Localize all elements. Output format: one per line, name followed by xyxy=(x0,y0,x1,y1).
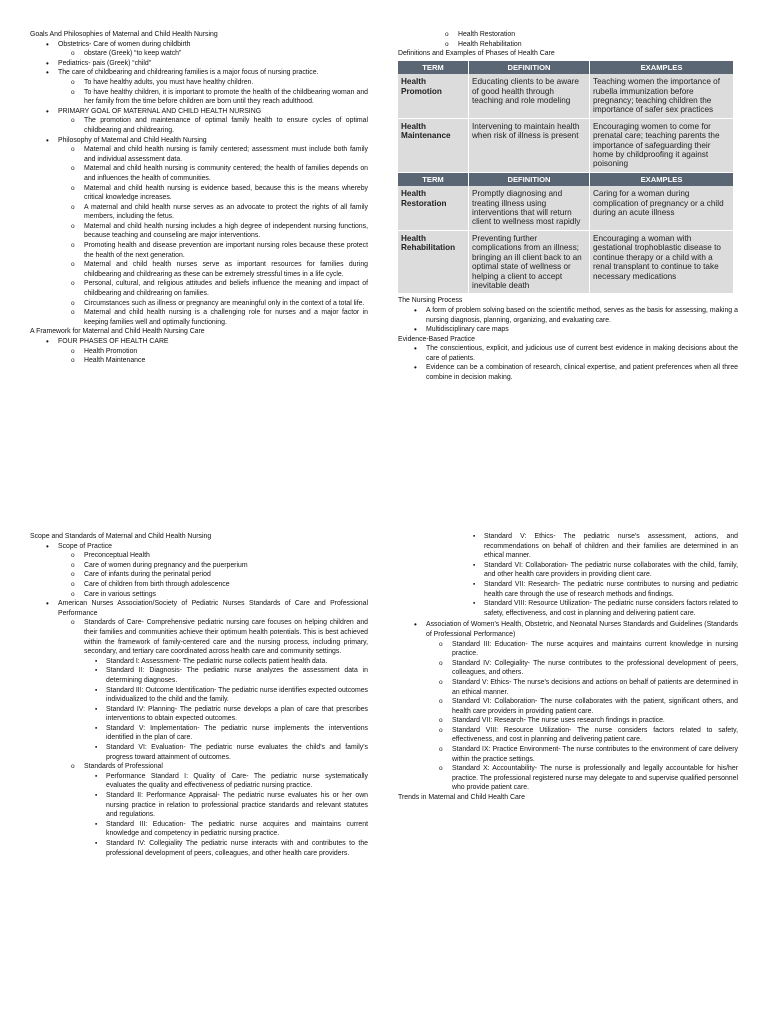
philosophy-point: o Promoting health and disease prevention are important nursing roles because these protect the health of the next generation. xyxy=(84,241,368,260)
standard-item: ▪ Standard VI: Evaluation- The pediatric nurse evaluates the child's and family's progress toward attainment of outcomes. xyxy=(106,743,368,762)
ebp-item: • The conscientious, explicit, and judicious use of current best evidence in making decisions about the care of patients. xyxy=(426,344,738,363)
nursing-process-heading: The Nursing Process xyxy=(398,297,463,305)
scope-point: o Care of children from birth through adolescence xyxy=(84,580,368,590)
page2-left-column xyxy=(30,532,368,858)
table-row: Health Maintenance Intervening to maintain health when risk of illness is present Encouraging women to come for prenatal care; teaching parents the importance of safeguarding their home by childproofing it against poisoning xyxy=(398,118,734,172)
table-row: Health Rehabilitation Preventing further complications from an illness; bringing an ill client back to an optimal state of wellness or helping a client to accept inevitable death Encouraging a woman with gestational trophoblastic disease to continue therapy or a child with a renal transplant to continue to take necessary medications xyxy=(398,230,734,293)
standard-item: ▪ Performance Standard I: Quality of Care- The pediatric nurse systematically evaluates the quality and effectiveness of pediatric nursing practice. xyxy=(106,772,368,791)
table-header: EXAMPLES xyxy=(590,61,734,74)
philosophy-point: o Maternal and child health nursing includes a high degree of independent nursing functions, because teaching and counseling are major interventions. xyxy=(84,222,368,241)
pediatrics-item: • Pediatrics- pais (Greek) “child” xyxy=(58,59,368,69)
table-header: TERM xyxy=(398,172,469,186)
standards-prof-item: o Standards of Professional ▪ Performance Standard I: Quality of Care- The pediatric nurse systematically evaluates the quality and effectiveness of pediatric nursing practice. ▪ Standard II: Performance Appraisal- The pediatric nurse evaluates his or her own nursing practice in relation to professional practice standards and relevant statutes and regulations. ▪ Standard III: Education- The pediatric nurse acquires and maintains current knowledge and competency in pediatric nursing practice. ▪ Standard IV: Collegiality The pediatric nurse interacts with and contributes to the professional development of peers, colleagues, and other health care providers. xyxy=(84,762,368,858)
ebp-item: • Evidence can be a combination of research, clinical expertise, and patient preferences when all three combine in decision making. xyxy=(426,363,738,382)
philosophy-point: o Maternal and child health nursing is community centered; the health of families depends on and influences the health of communities. xyxy=(84,164,368,183)
standard-item: ▪ Standard I: Assessment- The pediatric nurse collects patient health data. xyxy=(106,657,368,667)
page1-right-column xyxy=(398,30,738,383)
scope-point: o Care of infants during the perinatal period xyxy=(84,570,368,580)
standard-item: ▪ Standard IV: Collegiality The pediatric nurse interacts with and contributes to the professional development of peers, colleagues, and other health care providers. xyxy=(106,839,368,858)
standard-item: ▪ Standard V: Implementation- The pediatric nurse implements the interventions identified in the plan of care. xyxy=(106,724,368,743)
page2-right-column xyxy=(398,532,738,803)
philosophy-item: • Philosophy of Maternal and Child Health Nursing o Maternal and child health nursing is family centered; assessment must include both family and individual assessment data. o Maternal and child health nursing is community centered; the health of families depends on and influences the health of communities. o Maternal and child health nursing is evidence based, because this is the means whereby critical knowledge increases. o A maternal and child health nurse serves as an advocate to protect the rights of all family members, including the fetus. o Maternal and child health nursing includes a high degree of independent nursing functions, because teaching and counseling are major interventions. o Promoting health and disease prevention are important nursing roles because these protect the health of the next generation. o Maternal and child health nurses serve as important resources for families during childbearing and childrearing as these can be extremely stressful times in a life cycle. o Personal, cultural, and religious attitudes and beliefs influence the meaning and impact of childbearing and childrearing on families. o Circumstances such as illness or pregnancy are meaningful only in the context of a total life. o Maternal and child health nursing is a challenging role for nurses and a major factor in keeping families well and optimally functioning. xyxy=(58,136,368,328)
obstare-item: o obstare (Greek) “to keep watch” xyxy=(84,49,368,59)
standard-item: ▪ Standard II: Performance Appraisal- The pediatric nurse evaluates his or her own nursing practice in relation to professional practice standards and relevant statutes and regulations. xyxy=(106,791,368,820)
philosophy-point: o Maternal and child health nursing is family centered; assessment must include both family and individual assessment data. xyxy=(84,145,368,164)
goals-heading: Goals And Philosophies of Maternal and Child Health Nursing xyxy=(30,31,218,38)
philosophy-point: o Maternal and child health nurses serve as important resources for families during childbearing and childrearing as these can be extremely stressful times in a life cycle. xyxy=(84,260,368,279)
awhonn-standard: o Standard IX: Practice Environment- The nurse contributes to the environment of care delivery within the practice settings. xyxy=(452,745,738,764)
standard-item: ▪ Standard V: Ethics- The pediatric nurse's assessment, actions, and recommendations on behalf of children and their families are determined in an ethical manner. xyxy=(484,532,738,561)
standards-care-item: o Standards of Care- Comprehensive pediatric nursing care focuses on helping children and their families and communities achieve their optimum health potentials. This is best achieved within the framework of family-centered care and the nursing process, including primary, secondary, and tertiary care coordinated across health care and community settings. ▪ Standard I: Assessment- The pediatric nurse collects patient health data. ▪ Standard II: Diagnosis- The pediatric nurse analyzes the assessment data in determining diagnoses. ▪ Standard III: Outcome Identification- The pediatric nurse identifies expected outcomes individualized to the child and the family. ▪ Standard IV: Planning- The pediatric nurse develops a plan of care that prescribes interventions to obtain expected outcomes. ▪ Standard V: Implementation- The pediatric nurse implements the interventions identified in the plan of care. ▪ Standard VI: Evaluation- The pediatric nurse evaluates the child's and family's progress toward attainment of outcomes. xyxy=(84,618,368,762)
awhonn-standard: o Standard IV: Collegiality- The nurse contributes to the professional development of peers, colleagues, and others. xyxy=(452,659,738,678)
healthy-adults-item: o To have healthy adults, you must have healthy children. xyxy=(84,78,368,88)
phase-item: o Health Rehabilitation xyxy=(458,40,738,50)
scope-point: o Care in various settings xyxy=(84,590,368,600)
awhonn-standard: o Standard V: Ethics- The nurse's decisions and actions on behalf of patients are determined in an ethical manner. xyxy=(452,678,738,697)
awhonn-standard: o Standard X: Accountability- The nurse is professionally and legally accountable for his/her practice. The professional registered nurse may delegate to and supervise qualified personnel who provide patient care. xyxy=(452,764,738,793)
care-focus-item: • The care of childbearing and childrearing families is a major focus of nursing practice. o To have healthy adults, you must have healthy children. o To have healthy children, it is important to promote the health of the childbearing woman and her family from the time before children are born until they reach adulthood. xyxy=(58,68,368,106)
primary-goal-text: o The promotion and maintenance of optimal family health to ensure cycles of optimal childbearing and childrearing. xyxy=(84,116,368,135)
phase-item: o Health Maintenance xyxy=(84,356,368,366)
awhonn-standard: o Standard VIII: Resource Utilization- The nurse considers factors related to safety, effectiveness, and cost in planning and delivering patient care. xyxy=(452,726,738,745)
standard-item: ▪ Standard III: Outcome Identification- The pediatric nurse identifies expected outcomes individualized to the child and the family. xyxy=(106,686,368,705)
table-header: TERM xyxy=(398,61,469,74)
trends-heading: Trends in Maternal and Child Health Care xyxy=(398,794,525,802)
np-item: • Multidisciplinary care maps xyxy=(426,325,738,335)
page1-left-column xyxy=(30,30,368,366)
standard-item: ▪ Standard VI: Collaboration- The pediatric nurse collaborates with the child, family, and other health care providers in providing client care. xyxy=(484,561,738,580)
philosophy-point: o Circumstances such as illness or pregnancy are meaningful only in the context of a total life. xyxy=(84,299,368,309)
ana-item: • American Nurses Association/Society of Pediatric Nurses Standards of Care and Professional Performance o Standards of Care- Comprehensive pediatric nursing care focuses on helping children and their families and communities achieve their optimum health potentials. This is best achieved within the framework of family-centered care and the nursing process, including primary, secondary, and tertiary care coordinated across health care and community settings. ▪ Standard I: Assessment- The pediatric nurse collects patient health data. ▪ Standard II: Diagnosis- The pediatric nurse analyzes the assessment data in determining diagnoses. ▪ Standard III: Outcome Identification- The pediatric nurse identifies expected outcomes individualized to the child and the family. ▪ Standard IV: Planning- The pediatric nurse develops a plan of care that prescribes interventions to obtain expected outcomes. ▪ Standard V: Implementation- The pediatric nurse implements the interventions identified in the plan of care. ▪ Standard VI: Evaluation- The pediatric nurse evaluates the child's and family's progress toward attainment of outcomes. o Standards of Professional ▪ Performance Standard I: Quality of Care- The pediatric nurse systematically evaluates the quality and effectiveness of pediatric nursing practice. ▪ Standard II: Performance Appraisal- The pediatric nurse evaluates his or her own nursing practice in relation to professional practice standards and relevant statutes and regulations. ▪ Standard III: Education- The pediatric nurse acquires and maintains current knowledge and competency in pediatric nursing practice. ▪ Standard IV: Collegiality The pediatric nurse interacts with and contributes to the professional development of peers, colleagues, and other health care providers. xyxy=(58,599,368,858)
table-header: EXAMPLES xyxy=(590,172,734,186)
standard-item: ▪ Standard VIII: Resource Utilization- The pediatric nurse considers factors related to safety, effectiveness, and cost in planning and delivering patient care. xyxy=(484,599,738,618)
framework-heading: A Framework for Maternal and Child Health Nursing Care xyxy=(30,328,205,336)
table-row: Health Promotion Educating clients to be aware of good health through teaching and role modeling Teaching women the importance of rubella immunization before pregnancy; teaching children the importance of safer sex practices xyxy=(398,74,734,118)
scope-point: o Care of women during pregnancy and the puerperium xyxy=(84,561,368,571)
table-title: Definitions and Examples of Phases of Health Care xyxy=(398,50,555,58)
philosophy-point: o Maternal and child health nursing is a challenging role for nurses and a major factor in keeping families well and optimally functioning. xyxy=(84,308,368,327)
awhonn-standard: o Standard VI: Collaboration- The nurse collaborates with the patient, significant others, and health care providers in providing patient care. xyxy=(452,697,738,716)
phases-table xyxy=(398,61,734,295)
scope-point: o Preconceptual Health xyxy=(84,551,368,561)
awhonn-standard: o Standard III: Education- The nurse acquires and maintains current knowledge in nursing practice. xyxy=(452,640,738,659)
scope-item: • Scope of Practice o Preconceptual Health o Care of women during pregnancy and the puerperium o Care of infants during the perinatal period o Care of children from birth through adolescence o Care in various settings xyxy=(58,542,368,600)
table-row: Health Restoration Promptly diagnosing and treating illness using interventions that will return client to wellness most rapidly Caring for a woman during complication of pregnancy or a child during an acute illness xyxy=(398,186,734,230)
ebp-heading: Evidence-Based Practice xyxy=(398,335,475,343)
philosophy-point: o Personal, cultural, and religious attitudes and beliefs influence the meaning and impact of childbearing and childrearing on families. xyxy=(84,279,368,298)
table-header: DEFINITION xyxy=(469,172,590,186)
philosophy-point: o A maternal and child health nurse serves as an advocate to protect the rights of all family members, including the fetus. xyxy=(84,203,368,222)
four-phases-item: • FOUR PHASES OF HEALTH CARE o Health Promotion o Health Maintenance xyxy=(58,337,368,366)
primary-goal-item: • PRIMARY GOAL OF MATERNAL AND CHILD HEALTH NURSING o The promotion and maintenance of optimal family health to ensure cycles of optimal childbearing and childrearing. xyxy=(58,107,368,136)
phase-item: o Health Restoration xyxy=(458,30,738,40)
standard-item: ▪ Standard III: Education- The pediatric nurse acquires and maintains current knowledge and competency in pediatric nursing practice. xyxy=(106,820,368,839)
phase-item: o Health Promotion xyxy=(84,347,368,357)
standard-item: ▪ Standard VII: Research- The pediatric nurse contributes to nursing and pediatric health care through the use of research methods and findings. xyxy=(484,580,738,599)
obstetrics-item: • Obstetrics- Care of women during childbirth o obstare (Greek) “to keep watch” xyxy=(58,40,368,59)
table-header: DEFINITION xyxy=(469,61,590,74)
healthy-children-item: o To have healthy children, it is important to promote the health of the childbearing woman and her family from the time before children are born until they reach adulthood. xyxy=(84,88,368,107)
scope-heading: Scope and Standards of Maternal and Child Health Nursing xyxy=(30,533,212,540)
standard-item: ▪ Standard II: Diagnosis- The pediatric nurse analyzes the assessment data in determining diagnoses. xyxy=(106,666,368,685)
np-item: • A form of problem solving based on the scientific method, serves as the basis for assessing, making a nursing diagnosis, planning, organizing, and evaluating care. xyxy=(426,306,738,325)
awhonn-item: • Association of Women's Health, Obstetric, and Neonatal Nurses Standards and Guidelines (Standards of Professional Performance) o Standard III: Education- The nurse acquires and maintains current knowledge in nursing practice. o Standard IV: Collegiality- The nurse contributes to the professional development of peers, colleagues, and others. o Standard V: Ethics- The nurse's decisions and actions on behalf of patients are determined in an ethical manner. o Standard VI: Collaboration- The nurse collaborates with the patient, significant others, and health care providers in providing patient care. o Standard VII: Research- The nurse uses research findings in practice. o Standard VIII: Resource Utilization- The nurse considers factors related to safety, effectiveness, and cost in planning and delivering patient care. o Standard IX: Practice Environment- The nurse contributes to the environment of care delivery within the practice settings. o Standard X: Accountability- The nurse is professionally and legally accountable for his/her practice. The professional registered nurse may delegate to and supervise qualified personnel who provide patient care. xyxy=(426,620,738,793)
standard-item: ▪ Standard IV: Planning- The pediatric nurse develops a plan of care that prescribes interventions to obtain expected outcomes. xyxy=(106,705,368,724)
philosophy-point: o Maternal and child health nursing is evidence based, because this is the means whereby critical knowledge increases. xyxy=(84,184,368,203)
awhonn-standard: o Standard VII: Research- The nurse uses research findings in practice. xyxy=(452,716,738,726)
